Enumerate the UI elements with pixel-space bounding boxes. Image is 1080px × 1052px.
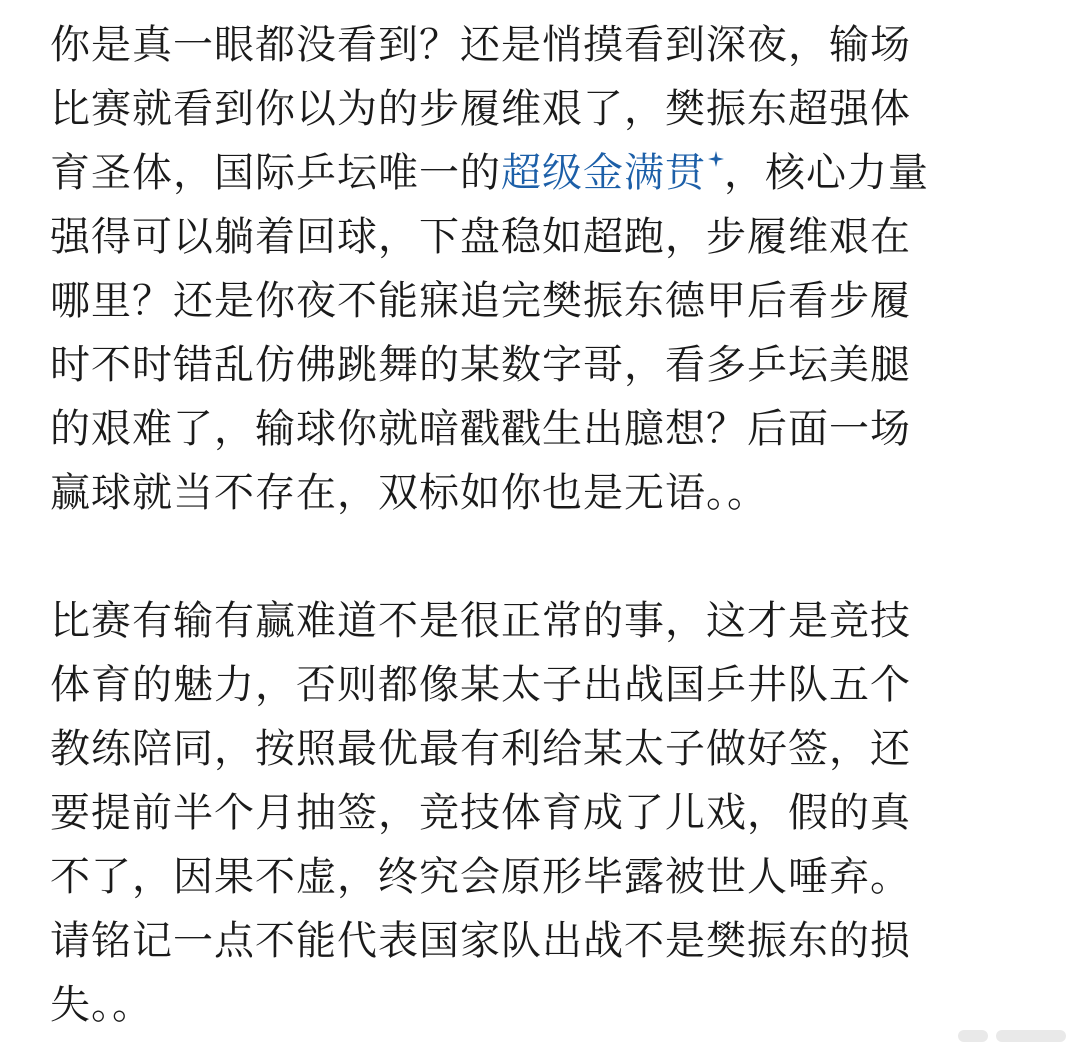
text-line: 哪里？还是你夜不能寐追完樊振东德甲后看步履 bbox=[50, 278, 911, 324]
paragraph-2 bbox=[50, 589, 1040, 1037]
text-line-with-topic-link bbox=[50, 141, 1040, 205]
post-content bbox=[50, 13, 1040, 1037]
text-line: 失。。 bbox=[50, 982, 153, 1028]
topic-link-super-grand-slam[interactable] bbox=[501, 150, 724, 196]
text-line: 时不时错乱仿佛跳舞的某数字哥，看多乒坛美腿 bbox=[50, 342, 911, 388]
text-line: 不了，因果不虚，终究会原形毕露被世人唾弃。 bbox=[50, 854, 911, 900]
text-segment: 育圣体，国际乒坛唯一的 bbox=[50, 150, 501, 196]
text-line: 赢球就当不存在，双标如你也是无语。。 bbox=[50, 470, 768, 516]
text-line: 请铭记一点不能代表国家队出战不是樊振东的损 bbox=[50, 918, 911, 964]
text-line: 你是真一眼都没看到？还是悄摸看到深夜，输场 bbox=[50, 22, 911, 68]
paragraph-gap bbox=[50, 525, 1040, 589]
watermark-mark bbox=[958, 1030, 988, 1042]
text-line: 教练陪同，按照最优最有利给某太子做好签，还 bbox=[50, 726, 911, 772]
text-line: 的艰难了，输球你就暗戳戳生出臆想？后面一场 bbox=[50, 406, 911, 452]
sparkle-icon bbox=[708, 151, 724, 167]
faint-watermark bbox=[958, 1030, 1066, 1042]
text-line: 比赛就看到你以为的步履维艰了，樊振东超强体 bbox=[50, 86, 911, 132]
text-line: 体育的魅力，否则都像某太子出战国乒井队五个 bbox=[50, 662, 911, 708]
text-line: 强得可以躺着回球，下盘稳如超跑，步履维艰在 bbox=[50, 214, 911, 260]
topic-link-label: 超级金满贯 bbox=[501, 150, 706, 196]
text-segment: ，核心力量 bbox=[724, 150, 929, 196]
text-line: 要提前半个月抽签，竞技体育成了儿戏，假的真 bbox=[50, 790, 911, 836]
text-line: 比赛有输有赢难道不是很正常的事，这才是竞技 bbox=[50, 598, 911, 644]
paragraph-1 bbox=[50, 13, 1040, 525]
watermark-mark bbox=[996, 1030, 1066, 1042]
